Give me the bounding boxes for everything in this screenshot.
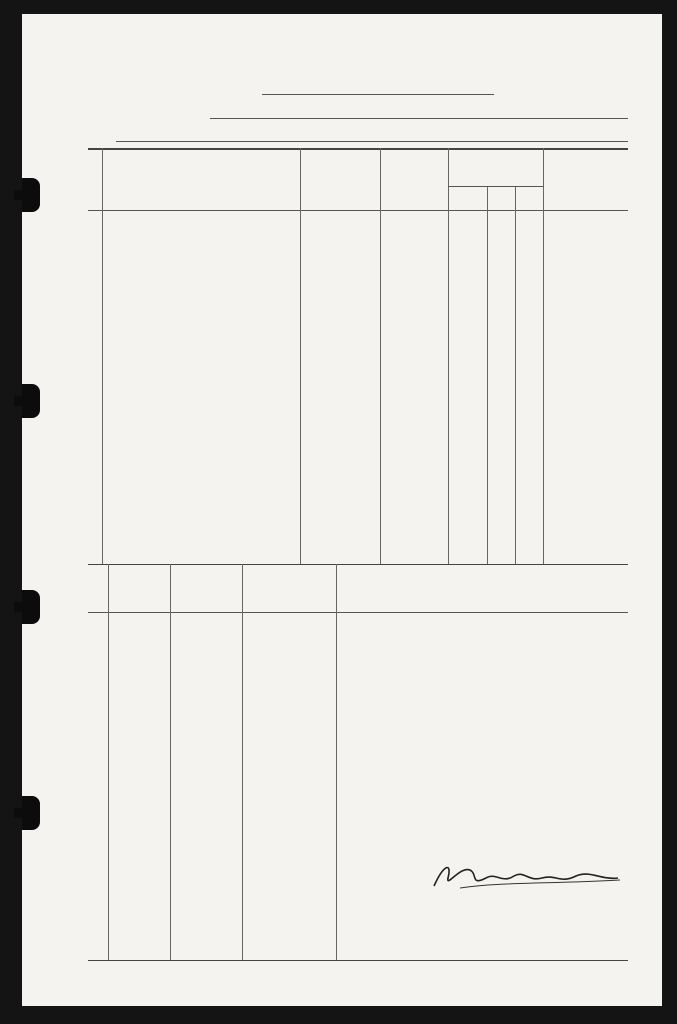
binder-clip xyxy=(22,590,40,624)
commander-signature xyxy=(430,858,630,894)
binder-clip xyxy=(22,796,40,830)
binder-clip xyxy=(22,384,40,418)
binder-clip xyxy=(22,178,40,212)
